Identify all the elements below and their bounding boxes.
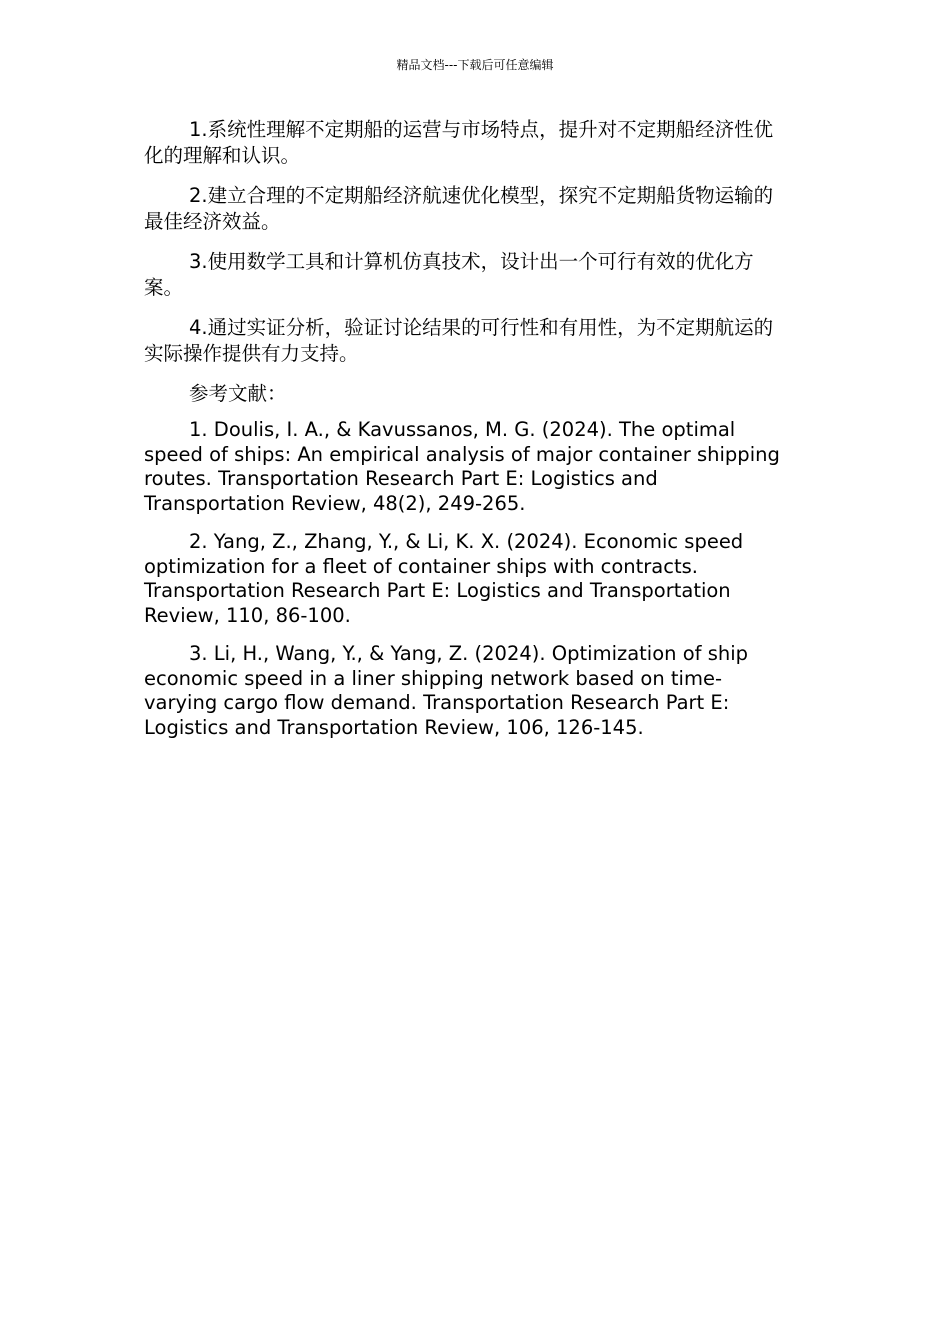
reference-entry: 1. Doulis, I. A., & Kavussanos, M. G. (2024). The optimal speed of ships: An empirical analysis of major container shipping routes. Transportation Research Part E: Logistics and Transportation Review, 48(2), 249-265. xyxy=(144,418,780,515)
document-body xyxy=(144,117,792,754)
objective-paragraph: 2.建立合理的不定期船经济航速优化模型，探究不定期船货物运输的最佳经济效益。 xyxy=(144,184,774,233)
objective-paragraph: 3.使用数学工具和计算机仿真技术，设计出一个可行有效的优化方案。 xyxy=(144,250,754,299)
objective-paragraph: 1.系统性理解不定期船的运营与市场特点，提升对不定期船经济性优化的理解和认识。 xyxy=(144,118,774,167)
page-header: 精品文档---下载后可任意编辑 xyxy=(396,58,554,72)
references-heading: 参考文献： xyxy=(189,382,287,405)
reference-entry: 2. Yang, Z., Zhang, Y., & Li, K. X. (2024). Economic speed optimization for a fleet of container ships with contracts. Transportation Research Part E: Logistics and Transportation Review, 110, 86-100. xyxy=(144,530,744,627)
reference-entry: 3. Li, H., Wang, Y., & Yang, Z. (2024). Optimization of ship economic speed in a liner shipping network based on time-varying cargo flow demand. Transportation Research Part E: Logistics and Transportation Review, 106, 126-145. xyxy=(144,642,749,739)
objective-paragraph: 4.通过实证分析，验证讨论结果的可行性和有用性，为不定期航运的实际操作提供有力支持。 xyxy=(144,316,774,365)
